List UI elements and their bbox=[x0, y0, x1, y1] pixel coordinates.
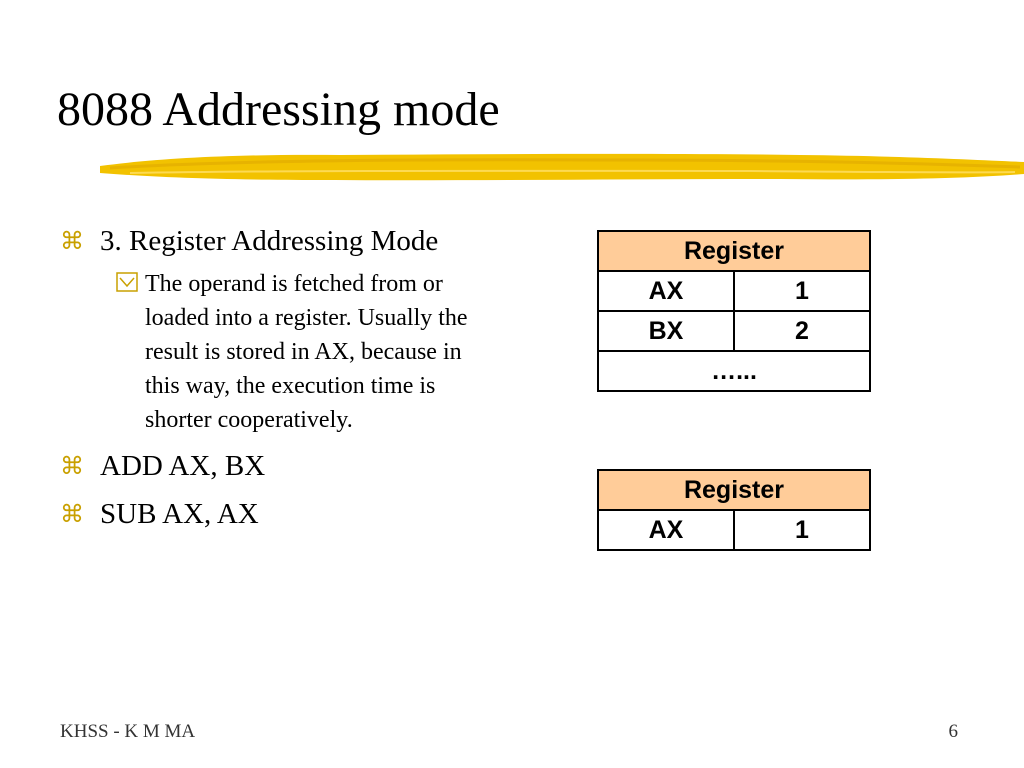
bullet-text: ADD AX, BX bbox=[100, 450, 266, 482]
bullet-item bbox=[60, 222, 500, 261]
register-name: AX bbox=[598, 510, 734, 550]
bullet-list bbox=[60, 222, 500, 534]
checkbox-icon bbox=[116, 272, 138, 292]
table-row bbox=[598, 311, 870, 351]
title-underline-brush bbox=[100, 146, 1024, 190]
table-row bbox=[598, 351, 870, 391]
sub-bullet-text: The operand is fetched from or loaded into a register. Usually the result is stored in AX, because in this way, the execution time is shorter cooperatively. bbox=[145, 271, 468, 433]
command-icon: ⌘ bbox=[60, 500, 84, 528]
register-table-2 bbox=[597, 469, 871, 551]
bullet-text: 3. Register Addressing Mode bbox=[100, 225, 439, 257]
table-header: Register bbox=[598, 470, 870, 510]
table-header: Register bbox=[598, 231, 870, 271]
bullet-item bbox=[60, 447, 500, 486]
table-ellipsis: …... bbox=[598, 351, 870, 391]
bullet-item bbox=[60, 495, 500, 534]
register-value: 2 bbox=[734, 311, 870, 351]
page-number: 6 bbox=[948, 721, 958, 742]
bullet-text: SUB AX, AX bbox=[100, 498, 259, 530]
table-row bbox=[598, 510, 870, 550]
table-row bbox=[598, 271, 870, 311]
slide-title: 8088 Addressing mode bbox=[57, 83, 500, 136]
register-table-1 bbox=[597, 230, 871, 392]
sub-bullet-item bbox=[60, 267, 480, 437]
register-value: 1 bbox=[734, 271, 870, 311]
command-icon: ⌘ bbox=[60, 452, 84, 480]
command-icon: ⌘ bbox=[60, 227, 84, 255]
register-name: AX bbox=[598, 271, 734, 311]
register-name: BX bbox=[598, 311, 734, 351]
footer-label: KHSS - K M MA bbox=[60, 721, 196, 742]
register-value: 1 bbox=[734, 510, 870, 550]
